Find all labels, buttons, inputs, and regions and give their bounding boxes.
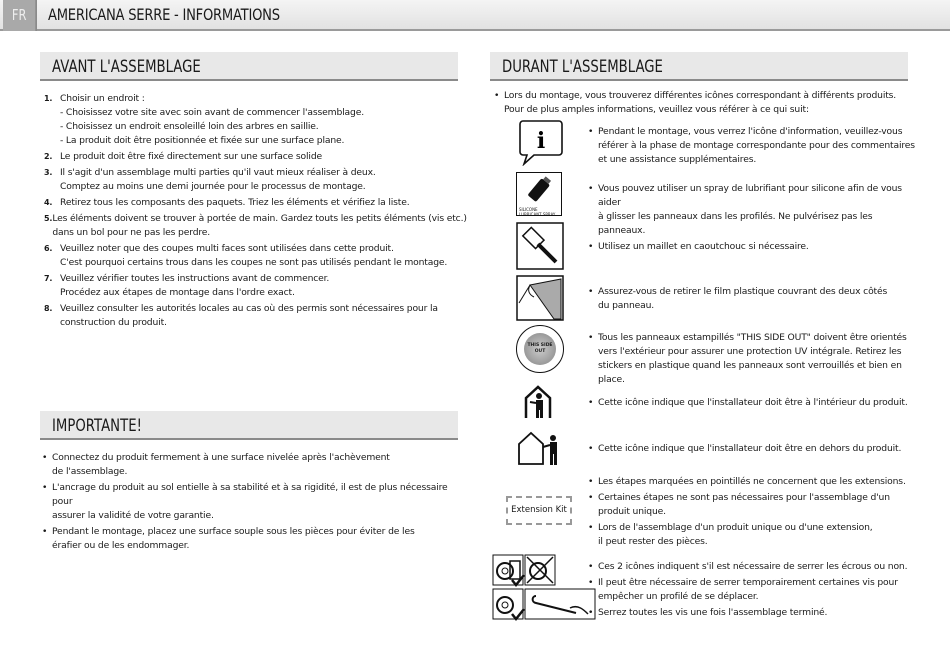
item-line: assurer la validité de votre garantie.: [52, 510, 214, 521]
page-title: AMERICANA SERRE - INFORMATIONS: [48, 5, 280, 24]
list-item: [588, 475, 918, 489]
section-title: AVANT L'ASSEMBLAGE: [52, 57, 201, 77]
section-header-during: [490, 52, 908, 81]
step-line: C'est pourquoi certains trous dans les coupes ne sont pas utilisés pendant le montage.: [60, 257, 448, 268]
item-line: stickers en plastique quand les panneaux sont verrouillés et bien en place.: [598, 360, 902, 385]
header-bar: [0, 0, 950, 31]
section-title: IMPORTANTE!: [52, 416, 142, 436]
step-number: 5.: [44, 214, 53, 223]
item-line: Tous les panneaux estampillés "THIS SIDE OUT" doivent être orientés: [598, 332, 907, 343]
step-item: [44, 92, 464, 148]
bullet: •: [588, 476, 594, 487]
item-line: vers l'extérieur pour assurer une protection UV intégrale. Retirez les: [598, 346, 902, 357]
item-line: il peut rester des pièces.: [598, 536, 708, 547]
step-item: [44, 212, 467, 240]
item-line: et une assistance supplémentaires.: [598, 154, 757, 165]
during-intro: [494, 89, 914, 119]
mallet-icon: [516, 222, 564, 270]
section-header-before: [40, 52, 458, 81]
step-item: [44, 302, 464, 330]
bullet: •: [588, 577, 594, 588]
list-item: [42, 525, 462, 553]
list-item: [588, 285, 918, 313]
item-line: Les étapes marquées en pointillés ne concernent que les extensions.: [598, 476, 906, 487]
step-number: 1.: [44, 94, 53, 103]
step-line: Retirez tous les composants des paquets. Triez les éléments et vérifiez la liste.: [60, 197, 410, 208]
step-line: Veuillez noter que des coupes multi faces sont utilisées dans cette produit.: [60, 243, 394, 254]
bullet: •: [588, 397, 594, 408]
bullet: •: [42, 452, 48, 463]
step-number: 7.: [44, 274, 53, 283]
step-line: - Choisissez votre site avec soin avant de commencer l'assemblage.: [60, 107, 364, 118]
bullet: •: [588, 561, 594, 572]
step-line: dans un bol pour ne pas les perdre.: [52, 227, 211, 238]
item-line: érafier ou de les endommager.: [52, 540, 190, 551]
step-number: 6.: [44, 244, 53, 253]
list-item: [588, 491, 918, 519]
step-item: [44, 150, 464, 164]
list-item: [588, 182, 918, 238]
bullet: •: [588, 443, 594, 454]
item-line: Serrez toutes les vis une fois l'assemblage terminé.: [598, 607, 828, 618]
icon-description-peel-film: [588, 285, 918, 315]
peel-film-icon: [516, 275, 564, 321]
bullet: •: [588, 332, 594, 343]
list-item: [588, 240, 918, 254]
step-line: - La produit doit être positionnée et fixée sur une surface plane.: [60, 135, 345, 146]
item-line: produit unique.: [598, 506, 666, 517]
step-line: Le produit doit être fixé directement sur une surface solide: [60, 151, 322, 162]
step-item: [44, 242, 464, 270]
important-list: [42, 451, 462, 555]
list-item: • Lors du montage, vous trouverez différentes icônes correspondant à différents produits. Pour de plus amples informations, veuillez vous référer à ce qui suit:: [494, 90, 897, 115]
list-item: [588, 606, 918, 620]
item-line: Vous pouvez utiliser un spray de lubrifiant pour silicone afin de vous aider: [598, 183, 902, 208]
bullet: •: [588, 126, 594, 137]
step-line: Comptez au moins une demi journée pour le processus de montage.: [60, 181, 366, 192]
step-number: 2.: [44, 152, 53, 161]
list-item: [588, 576, 918, 604]
step-item: [44, 196, 464, 210]
item-line: Ces 2 icônes indiquent s'il est nécessaire de serrer les écrous ou non.: [598, 561, 908, 572]
item-line: Pendant le montage, vous verrez l'icône d'information, veuillez-vous: [598, 126, 903, 137]
icon-description-silicone-spray: [588, 182, 918, 240]
svg-text:i: i: [536, 128, 546, 154]
list-item: [588, 521, 918, 549]
list-item: [588, 442, 918, 456]
info-icon: [518, 118, 564, 166]
bullet: •: [588, 183, 594, 194]
item-line: Utilisez un maillet en caoutchouc si nécessaire.: [598, 241, 809, 252]
item-line: Lors de l'assemblage d'un produit unique ou d'une extension,: [598, 522, 873, 533]
step-number: 4.: [44, 198, 53, 207]
item-line: Il peut être nécessaire de serrer temporairement certaines vis pour: [598, 577, 898, 588]
bullet: •: [588, 607, 594, 618]
before-steps-list: [44, 92, 467, 332]
item-line: Assurez-vous de retirer le film plastique couvrant des deux côtés: [598, 286, 888, 297]
list-item: [588, 331, 918, 387]
step-item: [44, 272, 464, 300]
step-line: Il s'agit d'un assemblage multi parties qu'il vaut mieux réaliser à deux.: [60, 167, 376, 178]
list-item: [588, 125, 918, 167]
silicone-spray-icon: SILICONE LUBRICANT SPRAY: [516, 172, 562, 216]
item-line: du panneau.: [598, 300, 655, 311]
bullet: •: [588, 241, 594, 252]
item-line: à glisser les panneaux dans les profilés. Ne pulvérisez pas les panneaux.: [598, 211, 873, 236]
step-number: 8.: [44, 304, 53, 313]
item-line: empêcher un profilé de se déplacer.: [598, 591, 759, 602]
step-number: 3.: [44, 168, 53, 177]
item-line: de l'assemblage.: [52, 466, 128, 477]
step-line: - Choisissez un endroit ensoleillé loin des arbres en saillie.: [60, 121, 319, 132]
step-line: Veuillez vérifier toutes les instructions avant de commencer.: [60, 273, 330, 284]
list-item: [42, 451, 462, 479]
step-line: Procédez aux étapes de montage dans l'ordre exact.: [60, 287, 295, 298]
icon-description-installer-inside: [588, 396, 918, 412]
step-line: Les éléments doivent se trouver à portée de main. Gardez touts les petits éléments (vis etc.): [52, 213, 467, 224]
bullet: •: [588, 286, 594, 297]
installer-outside-icon: [517, 430, 563, 466]
item-line: Cette icône indique que l'installateur doit être à l'intérieur du produit.: [598, 397, 908, 408]
tighten-nuts-icon: [492, 554, 596, 622]
list-item: [588, 560, 918, 574]
bullet: •: [42, 526, 48, 537]
icon-description-mallet: [588, 240, 918, 256]
item-line: Cette icône indique que l'installateur doit être en dehors du produit.: [598, 443, 902, 454]
item-line: L'ancrage du produit au sol entielle à sa stabilité et à sa rigidité, il est de plus nécessaire pour: [52, 482, 448, 507]
step-line: Veuillez consulter les autorités locales au cas où des permis sont nécessaires pour la: [60, 303, 438, 314]
icon-description-tighten-nuts: [588, 560, 918, 622]
installer-inside-icon: [524, 385, 552, 419]
icon-description-extension-kit: [588, 475, 918, 551]
step-line: Choisir un endroit :: [60, 93, 145, 104]
section-title: DURANT L'ASSEMBLAGE: [502, 57, 663, 77]
icon-description-info: [588, 125, 918, 169]
item-line: Certaines étapes ne sont pas nécessaires pour l'assemblage d'un: [598, 492, 890, 503]
item-line: Pendant le montage, placez une surface souple sous les pièces pour éviter de les: [52, 526, 415, 537]
list-item: [42, 481, 462, 523]
item-line: référer à la phase de montage correspondante pour des commentaires: [598, 140, 915, 151]
item-line: Connectez du produit fermement à une surface nivelée après l'achèvement: [52, 452, 390, 463]
icon-description-this-side-out: [588, 331, 918, 389]
icon-description-installer-outside: [588, 442, 918, 458]
this-side-out-icon: THIS SIDE OUT: [516, 325, 564, 373]
bullet: •: [588, 492, 594, 503]
bullet: •: [588, 522, 594, 533]
bullet: •: [42, 482, 48, 493]
step-line: construction du produit.: [60, 317, 167, 328]
extension-kit-icon: Extension Kit: [506, 496, 572, 525]
section-header-important: [40, 411, 458, 440]
step-item: [44, 166, 464, 194]
list-item: [588, 396, 918, 410]
language-badge: FR: [3, 0, 37, 31]
